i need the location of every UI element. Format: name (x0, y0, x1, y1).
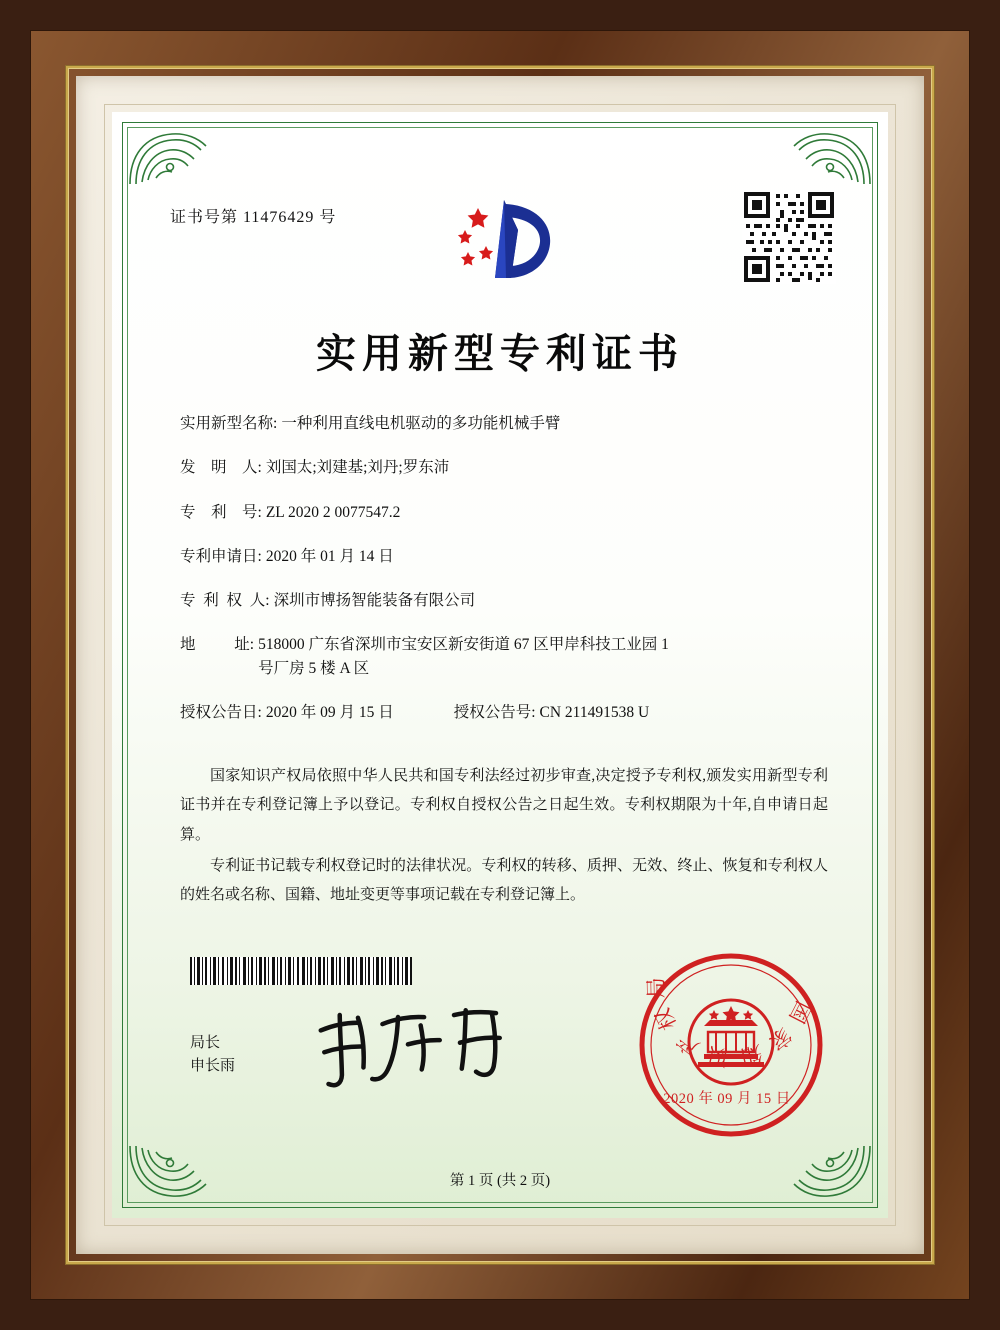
legal-text (180, 762, 828, 912)
announce-date-value: 2020 年 09 月 15 日 (265, 703, 394, 721)
field-value: 刘国太;刘建基;刘丹;罗东沛 (265, 459, 450, 477)
field-label: 专 利 号: (180, 503, 262, 521)
page-title: 实用新型专利证书 (316, 331, 684, 377)
legal-paragraph-1: 国家知识产权局依照中华人民共和国专利法经过初步审查,决定授予专利权,颁发实用新型专利证书并在专利登记簿上予以登记。专利权自授权公告之日起生效。专利权期限为十年,自申请日起算。 (180, 768, 828, 843)
corner-ornament-icon (126, 126, 218, 188)
field-row-grant (180, 701, 830, 724)
qr-code-icon (742, 190, 836, 284)
field-value: 518000 广东省深圳市宝安区新安街道 67 区甲岸科技工业园 1 号厂房 5 楼 A 区 (258, 636, 669, 677)
certificate-fields (180, 412, 830, 734)
director-name-label: 申长雨 (190, 1058, 236, 1075)
field-label: 专利申请日: (180, 547, 262, 565)
certificate-number: 证书号第 11476429 号 (170, 209, 337, 226)
field-row-patentee (180, 589, 830, 612)
signature-labels (190, 1032, 235, 1079)
certificate-paper (112, 112, 888, 1218)
field-value: 深圳市博扬智能装备有限公司 (273, 592, 476, 609)
handwritten-signature (305, 995, 520, 1095)
field-label: 实用新型名称: (180, 415, 278, 432)
legal-paragraph-2: 专利证书记载专利权登记时的法律状况。专利权的转移、质押、无效、终止、恢复和专利权人的姓名或名称、国籍、地址变更等事项记载在专利登记簿上。 (180, 857, 828, 903)
field-row-patent-number (180, 501, 830, 524)
official-seal (636, 950, 826, 1140)
field-value: 一种利用直线电机驱动的多功能机械手臂 (281, 415, 561, 432)
field-row-application-date (180, 545, 830, 568)
corner-ornament-icon (782, 126, 874, 188)
announce-number-label: 授权公告号: (453, 703, 536, 721)
director-role-label: 局长 (190, 1035, 221, 1051)
field-row-invention-name (180, 412, 830, 435)
cnipa-logo-icon (432, 190, 572, 282)
field-label: 专 利 权 人: (180, 592, 270, 609)
announce-date-label: 授权公告日: (180, 703, 262, 721)
seal-date: 2020 年 09 月 15 日 (663, 1091, 791, 1107)
field-value: ZL 2020 2 0077547.2 (265, 503, 401, 521)
field-label: 发 明 人: (180, 459, 262, 477)
field-row-inventors (180, 456, 830, 479)
announce-number-value: CN 211491538 U (539, 703, 650, 721)
field-value: 2020 年 01 月 14 日 (265, 547, 394, 565)
page-footer: 第 1 页 (共 2 页) (449, 1173, 551, 1189)
svg-text:国家知识产权局: 国家知识产权局 (643, 968, 816, 1071)
field-label: 地 址: (180, 636, 255, 654)
barcode (190, 957, 412, 985)
field-row-address (180, 633, 830, 680)
